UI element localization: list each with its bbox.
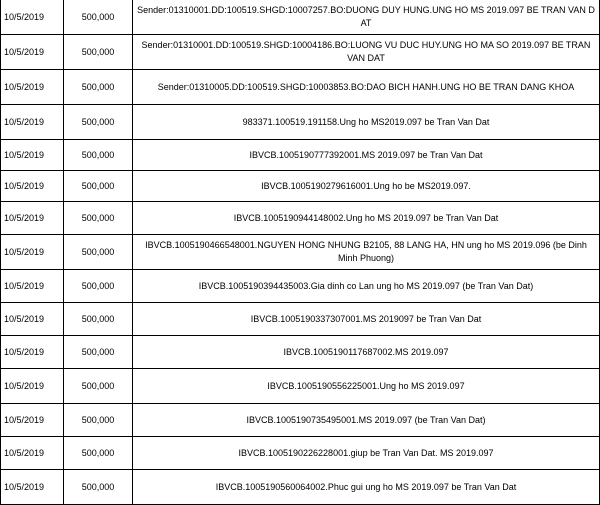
- amount-cell: 500,000: [64, 235, 133, 270]
- amount-cell: 500,000: [64, 0, 133, 35]
- table-row: [1, 202, 600, 235]
- amount-cell: 500,000: [64, 171, 133, 202]
- table-row: [1, 0, 600, 35]
- date-cell: 10/5/2019: [1, 202, 64, 235]
- description-cell: IBVCB.1005190226228001.giup be Tran Van Dat. MS 2019.097: [133, 437, 600, 470]
- description-cell: IBVCB.1005190556225001.Ung ho MS 2019.097: [133, 369, 600, 404]
- table-row: [1, 70, 600, 105]
- table-row: [1, 140, 600, 171]
- table-row: [1, 404, 600, 437]
- date-cell: 10/5/2019: [1, 171, 64, 202]
- description-cell: IBVCB.1005190735495001.MS 2019.097 (be Tran Van Dat): [133, 404, 600, 437]
- description-cell: IBVCB.1005190944148002.Ung ho MS 2019.097 be Tran Van Dat: [133, 202, 600, 235]
- amount-cell: 500,000: [64, 202, 133, 235]
- table-row: [1, 470, 600, 505]
- date-cell: 10/5/2019: [1, 35, 64, 70]
- description-cell: IBVCB.1005190560064002.Phuc gui ung ho MS 2019.097 be Tran Van Dat: [133, 470, 600, 505]
- date-cell: 10/5/2019: [1, 0, 64, 35]
- table-row: [1, 35, 600, 70]
- transactions-body: [1, 0, 600, 505]
- amount-cell: 500,000: [64, 470, 133, 505]
- table-row: [1, 369, 600, 404]
- date-cell: 10/5/2019: [1, 235, 64, 270]
- date-cell: 10/5/2019: [1, 336, 64, 369]
- amount-cell: 500,000: [64, 35, 133, 70]
- table-row: [1, 105, 600, 140]
- table-row: [1, 437, 600, 470]
- description-cell: IBVCB.1005190777392001.MS 2019.097 be Tran Van Dat: [133, 140, 600, 171]
- date-cell: 10/5/2019: [1, 140, 64, 171]
- description-cell: IBVCB.1005190117687002.MS 2019.097: [133, 336, 600, 369]
- description-cell: IBVCB.1005190279616001.Ung ho be MS2019.097.: [133, 171, 600, 202]
- date-cell: 10/5/2019: [1, 404, 64, 437]
- amount-cell: 500,000: [64, 105, 133, 140]
- table-row: [1, 171, 600, 202]
- table-row: [1, 235, 600, 270]
- description-cell: IBVCB.1005190337307001.MS 2019097 be Tran Van Dat: [133, 303, 600, 336]
- description-cell: 983371.100519.191158.Ung ho MS2019.097 be Tran Van Dat: [133, 105, 600, 140]
- amount-cell: 500,000: [64, 336, 133, 369]
- description-cell: Sender:01310001.DD:100519.SHGD:10007257.BO:DUONG DUY HUNG.UNG HO MS 2019.097 BE TRAN VAN D AT: [133, 0, 600, 35]
- date-cell: 10/5/2019: [1, 105, 64, 140]
- date-cell: 10/5/2019: [1, 70, 64, 105]
- table-row: [1, 336, 600, 369]
- table-row: [1, 270, 600, 303]
- date-cell: 10/5/2019: [1, 437, 64, 470]
- amount-cell: 500,000: [64, 404, 133, 437]
- amount-cell: 500,000: [64, 140, 133, 171]
- date-cell: 10/5/2019: [1, 270, 64, 303]
- amount-cell: 500,000: [64, 437, 133, 470]
- date-cell: 10/5/2019: [1, 303, 64, 336]
- amount-cell: 500,000: [64, 70, 133, 105]
- table-row: [1, 303, 600, 336]
- amount-cell: 500,000: [64, 303, 133, 336]
- description-cell: IBVCB.1005190466548001.NGUYEN HONG NHUNG B2105, 88 LANG HA, HN ung ho MS 2019.096 (be Dinh Minh Phuong): [133, 235, 600, 270]
- date-cell: 10/5/2019: [1, 470, 64, 505]
- description-cell: Sender:01310005.DD:100519.SHGD:10003853.BO:DAO BICH HANH.UNG HO BE TRAN DANG KHOA: [133, 70, 600, 105]
- amount-cell: 500,000: [64, 369, 133, 404]
- description-cell: Sender:01310001.DD:100519.SHGD:10004186.BO:LUONG VU DUC HUY.UNG HO MA SO 2019.097 BE TRAN VAN DAT: [133, 35, 600, 70]
- date-cell: 10/5/2019: [1, 369, 64, 404]
- amount-cell: 500,000: [64, 270, 133, 303]
- description-cell: IBVCB.1005190394435003.Gia dinh co Lan ung ho MS 2019.097 (be Tran Van Dat): [133, 270, 600, 303]
